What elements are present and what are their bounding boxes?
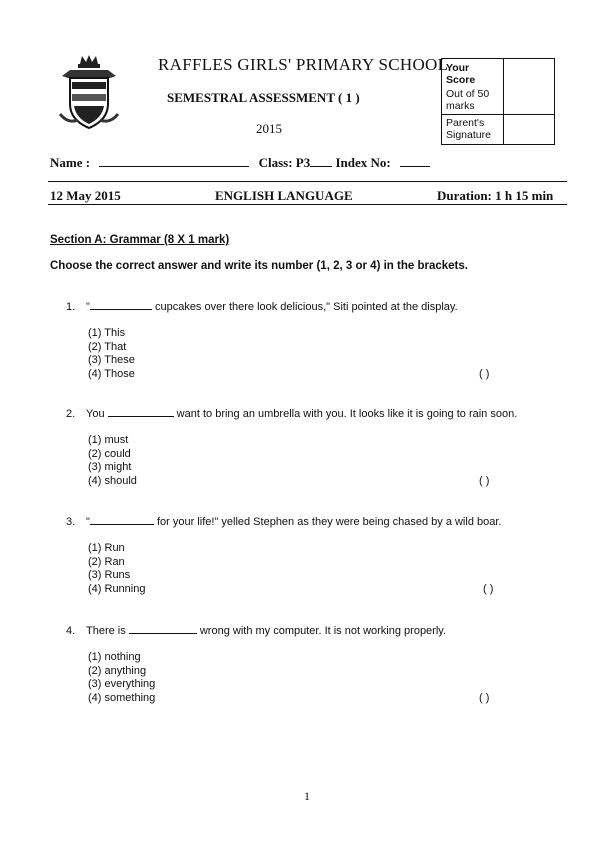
index-blank[interactable] (400, 155, 430, 167)
option: (2) could (88, 447, 131, 460)
question-4-options (88, 651, 155, 705)
question-number: 4. (66, 625, 76, 637)
question-3-options (88, 542, 145, 596)
option: (1) Run (88, 542, 125, 554)
option: (4) should (88, 474, 137, 487)
answer-blank (90, 515, 154, 525)
your-score-label: Your Score (446, 62, 476, 86)
option: (4) Running (88, 582, 146, 595)
page-number: 1 (304, 789, 310, 803)
question-text: for your life!" yelled Stephen as they were being chased by a wild boar. (153, 516, 502, 528)
question-text: wrong with my computer. It is not working properly. (196, 625, 447, 637)
exam-subject: ENGLISH LANGUAGE (215, 188, 353, 203)
assessment-year: 2015 (256, 121, 282, 136)
section-instruction: Choose the correct answer and write its number (1, 2, 3 or 4) in the brackets. (50, 260, 468, 272)
option: (4) Those (88, 367, 135, 380)
answer-bracket-3[interactable]: ( ) (483, 583, 494, 595)
question-prefix: " (86, 516, 90, 528)
question-prefix: " (86, 301, 90, 313)
divider-bottom (48, 204, 567, 205)
option: (3) These (88, 354, 135, 367)
question-4 (66, 624, 446, 637)
option: (3) might (88, 461, 132, 474)
class-blank[interactable] (310, 155, 332, 167)
option: (3) Runs (88, 569, 131, 582)
question-1-options (88, 327, 135, 381)
parents-signature-label: Parent's Signature (446, 117, 491, 141)
score-box (441, 58, 555, 145)
student-info-row (50, 155, 430, 171)
section-title: Section A: Grammar (8 X 1 mark) (50, 234, 230, 246)
option: (3) everything (88, 678, 156, 691)
class-label: Class: P3 (258, 155, 311, 170)
question-prefix: There is (86, 625, 129, 637)
question-3 (66, 515, 501, 528)
question-text: cupcakes over there look delicious," Siti pointed at the display. (151, 301, 458, 313)
answer-blank (108, 407, 174, 417)
answer-bracket-1[interactable]: ( ) (479, 368, 490, 380)
answer-blank (129, 624, 197, 634)
answer-bracket-4[interactable]: ( ) (479, 692, 490, 704)
question-2 (66, 407, 517, 420)
question-number: 1. (66, 301, 76, 313)
question-number: 2. (66, 408, 76, 420)
option: (2) Ran (88, 555, 125, 568)
question-1 (66, 300, 458, 313)
exam-duration: Duration: 1 h 15 min (437, 188, 554, 203)
answer-blank (90, 300, 152, 310)
question-text: want to bring an umbrella with you. It looks like it is going to rain soon. (173, 408, 518, 420)
index-label: Index No: (335, 155, 391, 170)
option: (1) must (88, 434, 129, 446)
school-crest-logo (58, 54, 120, 132)
exam-date: 12 May 2015 (50, 188, 121, 203)
option: (2) That (88, 340, 127, 353)
option: (4) something (88, 691, 156, 704)
assessment-title: SEMESTRAL ASSESSMENT ( 1 ) (167, 90, 360, 105)
divider-top (48, 181, 567, 182)
option: (1) This (88, 327, 126, 339)
school-name: RAFFLES GIRLS' PRIMARY SCHOOL (158, 55, 449, 74)
name-label: Name : (50, 155, 91, 170)
option: (2) anything (88, 664, 147, 677)
question-prefix: You (86, 408, 108, 420)
option: (1) nothing (88, 651, 141, 663)
question-2-options (88, 434, 137, 488)
out-of-marks-label: Out of 50 marks (446, 88, 490, 112)
name-blank[interactable] (99, 155, 249, 167)
question-number: 3. (66, 516, 76, 528)
answer-bracket-2[interactable]: ( ) (479, 475, 490, 487)
